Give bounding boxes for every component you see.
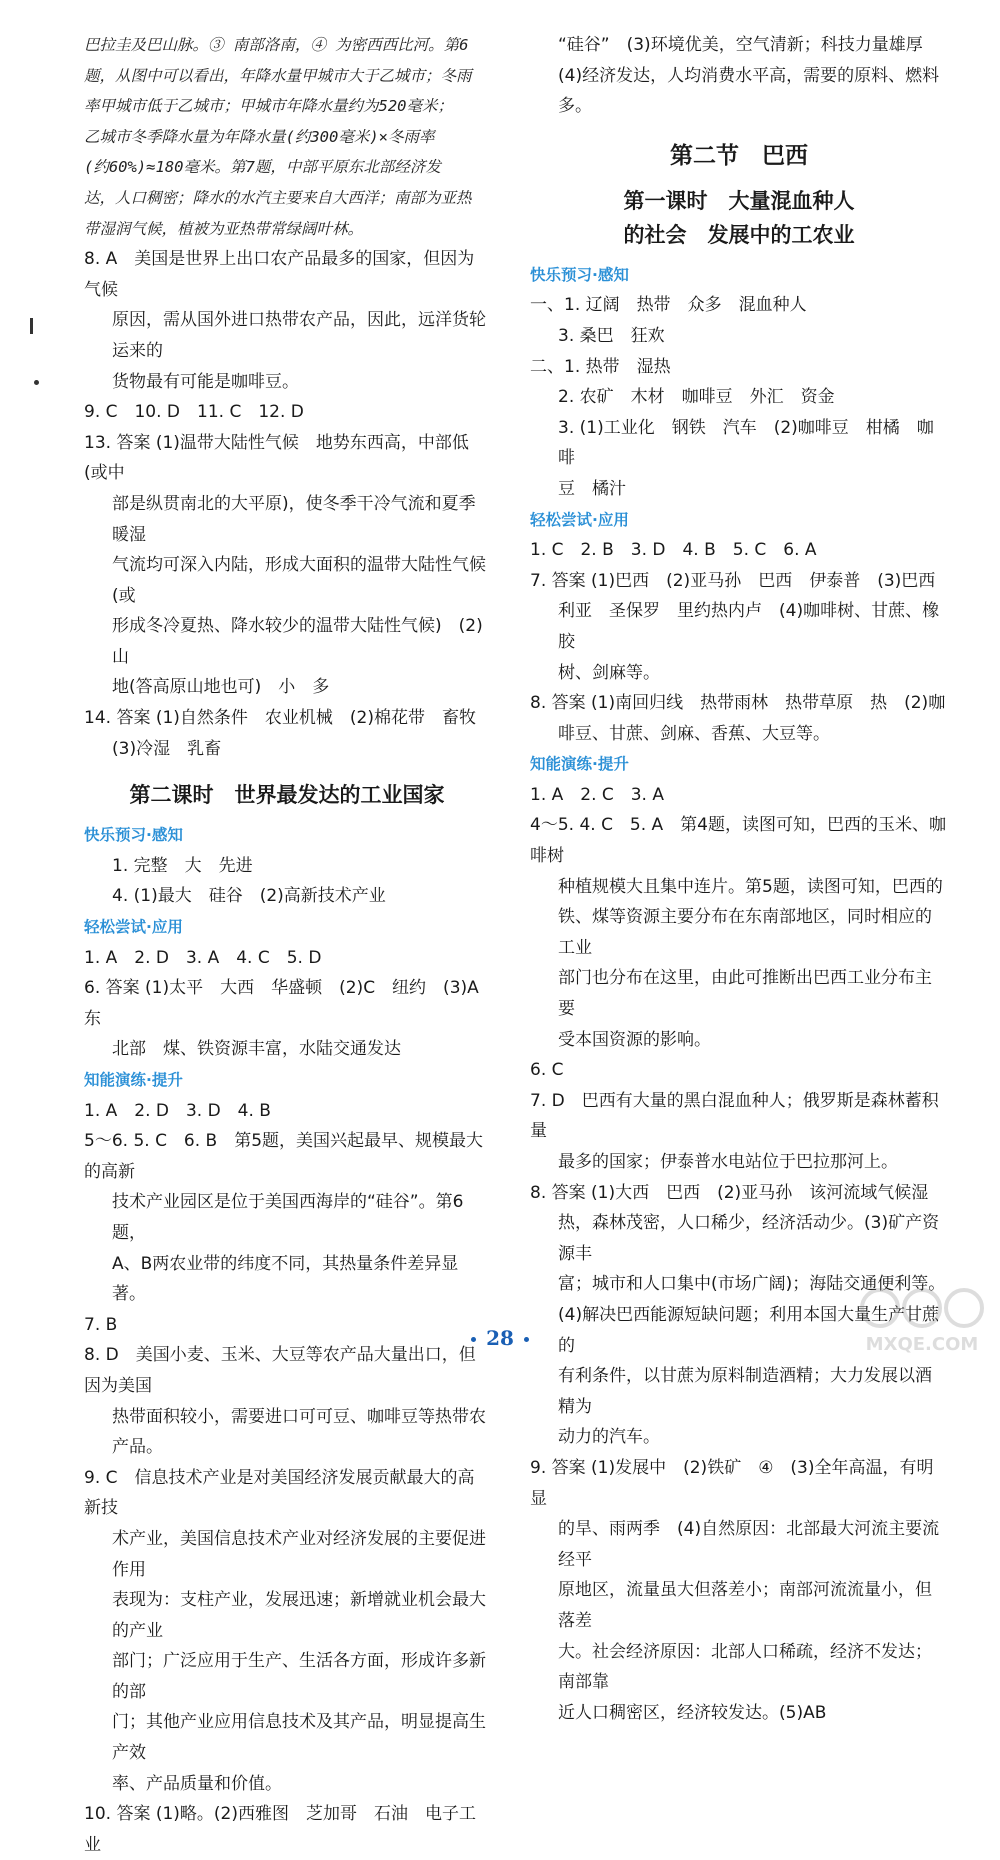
text-line: 原因，需从国外进口热带农产品，因此，远洋货轮运来的 — [112, 310, 486, 361]
text-line: 地(答高原山地也可) 小 多 — [112, 677, 330, 698]
text-line: 率甲城市低于乙城市；甲城市年降水量约为520毫米； — [84, 97, 453, 116]
lesson-title-line1: 第一课时 大量混血种人 — [623, 188, 855, 213]
text-line: 术产业，美国信息技术产业对经济发展的主要促进作用 — [112, 1528, 486, 1580]
section-title: 第二节 巴西 — [670, 142, 808, 169]
text-line: (4)经济发达，人均消费水平高，需要的原料、燃料多。 — [558, 65, 940, 117]
text-line: 5～6. 5. C 6. B 第5题，美国兴起最早、规模最大的高新 — [84, 1131, 484, 1182]
margin-dot — [34, 380, 39, 385]
text-line: 1. A 2. C 3. A — [530, 784, 664, 805]
text-line: 7. B — [84, 1314, 118, 1335]
text-line: 2. 农矿 木材 咖啡豆 外汇 资金 — [558, 387, 835, 408]
text-line: 热带面积较小，需要进口可可豆、咖啡豆等热带农产品。 — [112, 1406, 486, 1458]
section-label: 快乐预习·感知 — [530, 265, 629, 284]
text-line: 1. C 2. B 3. D 4. B 5. C 6. A — [530, 540, 817, 561]
text-line: 8. 答案 (1)大西 巴西 (2)亚马孙 该河流域气候湿 — [530, 1182, 929, 1203]
text-line: 豆 橘汁 — [558, 478, 626, 499]
text-line: 大。社会经济原因：北部人口稀疏，经济不发达；南部靠 — [558, 1641, 932, 1693]
text-line: 原地区，流量虽大但落差小；南部河流流量小，但落差 — [558, 1580, 932, 1631]
text-line: 带湿润气候，植被为亚热带常绿阔叶林。 — [84, 219, 364, 238]
text-line: 巴拉圭及巴山脉。③ 南部洛南，④ 为密西西比河。第6 — [84, 36, 469, 54]
text-line: 1. A 2. D 3. D 4. B — [84, 1100, 271, 1121]
text-line: 铁、煤等资源主要分布在东南部地区，同时相应的工业 — [558, 907, 932, 958]
text-line: 7. 答案 (1)巴西 (2)亚马孙 巴西 伊泰普 (3)巴西 — [530, 570, 936, 591]
text-line: (3)冷湿 乳畜 — [112, 738, 222, 759]
section-label: 轻松尝试·应用 — [84, 918, 183, 937]
text-line: 10. 答案 (1)略。(2)西雅图 芝加哥 石油 电子工业 — [84, 1804, 477, 1855]
text-line: 动力的汽车。 — [558, 1427, 660, 1448]
section-label: 快乐预习·感知 — [84, 826, 183, 845]
handwritten-answer-block — [84, 30, 490, 244]
text-line: 门；其他产业应用信息技术及其产品，明显提高生产效 — [112, 1712, 486, 1764]
section-label: 知能演练·提升 — [530, 755, 629, 774]
text-line: 部是纵贯南北的大平原)，使冬季干冷气流和夏季暖湿 — [112, 493, 476, 545]
answer-q8 — [84, 244, 490, 397]
text-line: 啡豆、甘蔗、剑麻、香蕉、大豆等。 — [558, 723, 830, 744]
text-line: 率、产品质量和价值。 — [112, 1773, 282, 1794]
text-line: “硅谷” (3)环境优美，空气清新；科技力量雄厚 — [558, 35, 923, 55]
page-number-text: 28 — [486, 1326, 514, 1350]
text-line: 有利条件，以甘蔗为原料制造酒精；大力发展以酒精为 — [558, 1366, 932, 1417]
text-line: 气流均可深入内陆，形成大面积的温带大陆性气候(或 — [112, 555, 486, 606]
text-line: 3. 桑巴 狂欢 — [558, 325, 665, 346]
text-line: 的旱、雨两季 (4)自然原因：北部最大河流主要流经平 — [558, 1519, 940, 1570]
text-line: 最多的国家；伊泰普水电站位于巴拉那河上。 — [558, 1152, 898, 1172]
answer-q14 — [84, 703, 490, 764]
text-line: (约60%)≈180毫米。第7题，中部平原东北部经济发 — [84, 158, 441, 177]
text-line: 13. 答案 (1)温带大陆性气候 地势东西高，中部低(或中 — [84, 432, 469, 484]
text-line: 6. 答案 (1)太平 大西 华盛顿 (2)C 纽约 (3)A 东 — [84, 978, 485, 1029]
text-line: 4. (1)最大 硅谷 (2)高新技术产业 — [112, 886, 386, 907]
text-line: 9. 答案 (1)发展中 (2)铁矿 ④ (3)全年高温，有明显 — [530, 1457, 934, 1509]
text-line: A、B两农业带的纬度不同，其热量条件差异显著。 — [112, 1253, 459, 1305]
text-line: 北部 煤、铁资源丰富，水陆交通发达 — [112, 1039, 401, 1060]
text-line: 8. A 美国是世界上出口农产品最多的国家，但因为气候 — [84, 249, 475, 300]
margin-mark — [30, 318, 33, 334]
text-line: 8. 答案 (1)南回归线 热带雨林 热带草原 热 (2)咖 — [530, 693, 946, 714]
text-line: 二、1. 热带 湿热 — [530, 356, 671, 377]
text-line: 乙城市冬季降水量为年降水量(约300毫米)×冬雨率 — [84, 127, 435, 146]
text-line: 受本国资源的影响。 — [558, 1029, 711, 1050]
lesson-title: 第二课时 世界最发达的工业国家 — [129, 783, 445, 808]
text-line: 货物最有可能是咖啡豆。 — [112, 371, 299, 392]
text-line: 1. 完整 大 先进 — [112, 855, 253, 876]
answer-q9-12: 9. C 10. D 11. C 12. D — [84, 402, 304, 423]
section-label: 轻松尝试·应用 — [530, 510, 629, 529]
text-line: 14. 答案 (1)自然条件 农业机械 (2)棉花带 畜牧 — [84, 708, 477, 729]
lesson-title-line2: 的社会 发展中的工农业 — [623, 222, 855, 247]
text-line: 8. D 美国小麦、玉米、大豆等农产品大量出口，但因为美国 — [84, 1345, 476, 1396]
text-line: 表现为：支柱产业，发展迅速；新增就业机会最大的产业 — [112, 1590, 486, 1641]
text-line: 一、1. 辽阔 热带 众多 混血种人 — [530, 295, 807, 316]
right-column — [530, 30, 948, 1728]
text-line: 9. C 信息技术产业是对美国经济发展贡献最大的高新技 — [84, 1467, 475, 1519]
text-line: 富；城市和人口集中(市场广阔)；海陆交通便利等。 — [558, 1274, 946, 1295]
text-line: 近人口稠密区，经济较发达。(5)AB — [558, 1702, 827, 1723]
page-number — [0, 1326, 1000, 1350]
text-line: 树、剑麻等。 — [558, 662, 660, 683]
text-line: 达，人口稠密；降水的水汽主要来自大西洋；南部为亚热 — [84, 188, 472, 207]
text-line: 4～5. 4. C 5. A 第4题，读图可知，巴西的玉米、咖啡树 — [530, 815, 947, 867]
text-line: 1. A 2. D 3. A 4. C 5. D — [84, 947, 322, 968]
text-line: 部门也分布在这里，由此可推断出巴西工业分布主要 — [558, 968, 932, 1020]
text-line: 部门；广泛应用于生产、生活各方面，形成许多新的部 — [112, 1651, 486, 1702]
text-line: 3. (1)工业化 钢铁 汽车 (2)咖啡豆 柑橘 咖啡 — [558, 417, 934, 469]
left-column — [84, 30, 490, 1860]
watermark-logo — [852, 1278, 992, 1358]
text-line: (4)解决巴西能源短缺问题；利用本国大量生产甘蔗的 — [558, 1304, 940, 1356]
text-line: 技术产业园区是位于美国西海岸的“硅谷”。第6题， — [112, 1192, 464, 1243]
text-line: 题，从图中可以看出，年降水量甲城市大于乙城市；冬雨 — [84, 66, 472, 85]
section-label: 知能演练·提升 — [84, 1071, 183, 1089]
text-line: 种植规模大且集中连片。第5题，读图可知，巴西的 — [558, 876, 943, 897]
text-line: 热，森林茂密，人口稀少，经济活动少。(3)矿产资源丰 — [558, 1213, 940, 1264]
text-line: 7. D 巴西有大量的黑白混血种人；俄罗斯是森林蓄积量 — [530, 1090, 939, 1142]
text-line: 利亚 圣保罗 里约热内卢 (4)咖啡树、甘蔗、橡胶 — [558, 601, 940, 652]
watermark-text: MXQE.COM — [865, 1334, 979, 1355]
bullet-dot — [471, 1337, 476, 1342]
answer-q13 — [84, 428, 490, 703]
bullet-dot — [524, 1337, 529, 1342]
text-line: 6. C — [530, 1060, 564, 1081]
text-line: 形成冬冷夏热、降水较少的温带大陆性气候) (2)山 — [112, 616, 483, 667]
